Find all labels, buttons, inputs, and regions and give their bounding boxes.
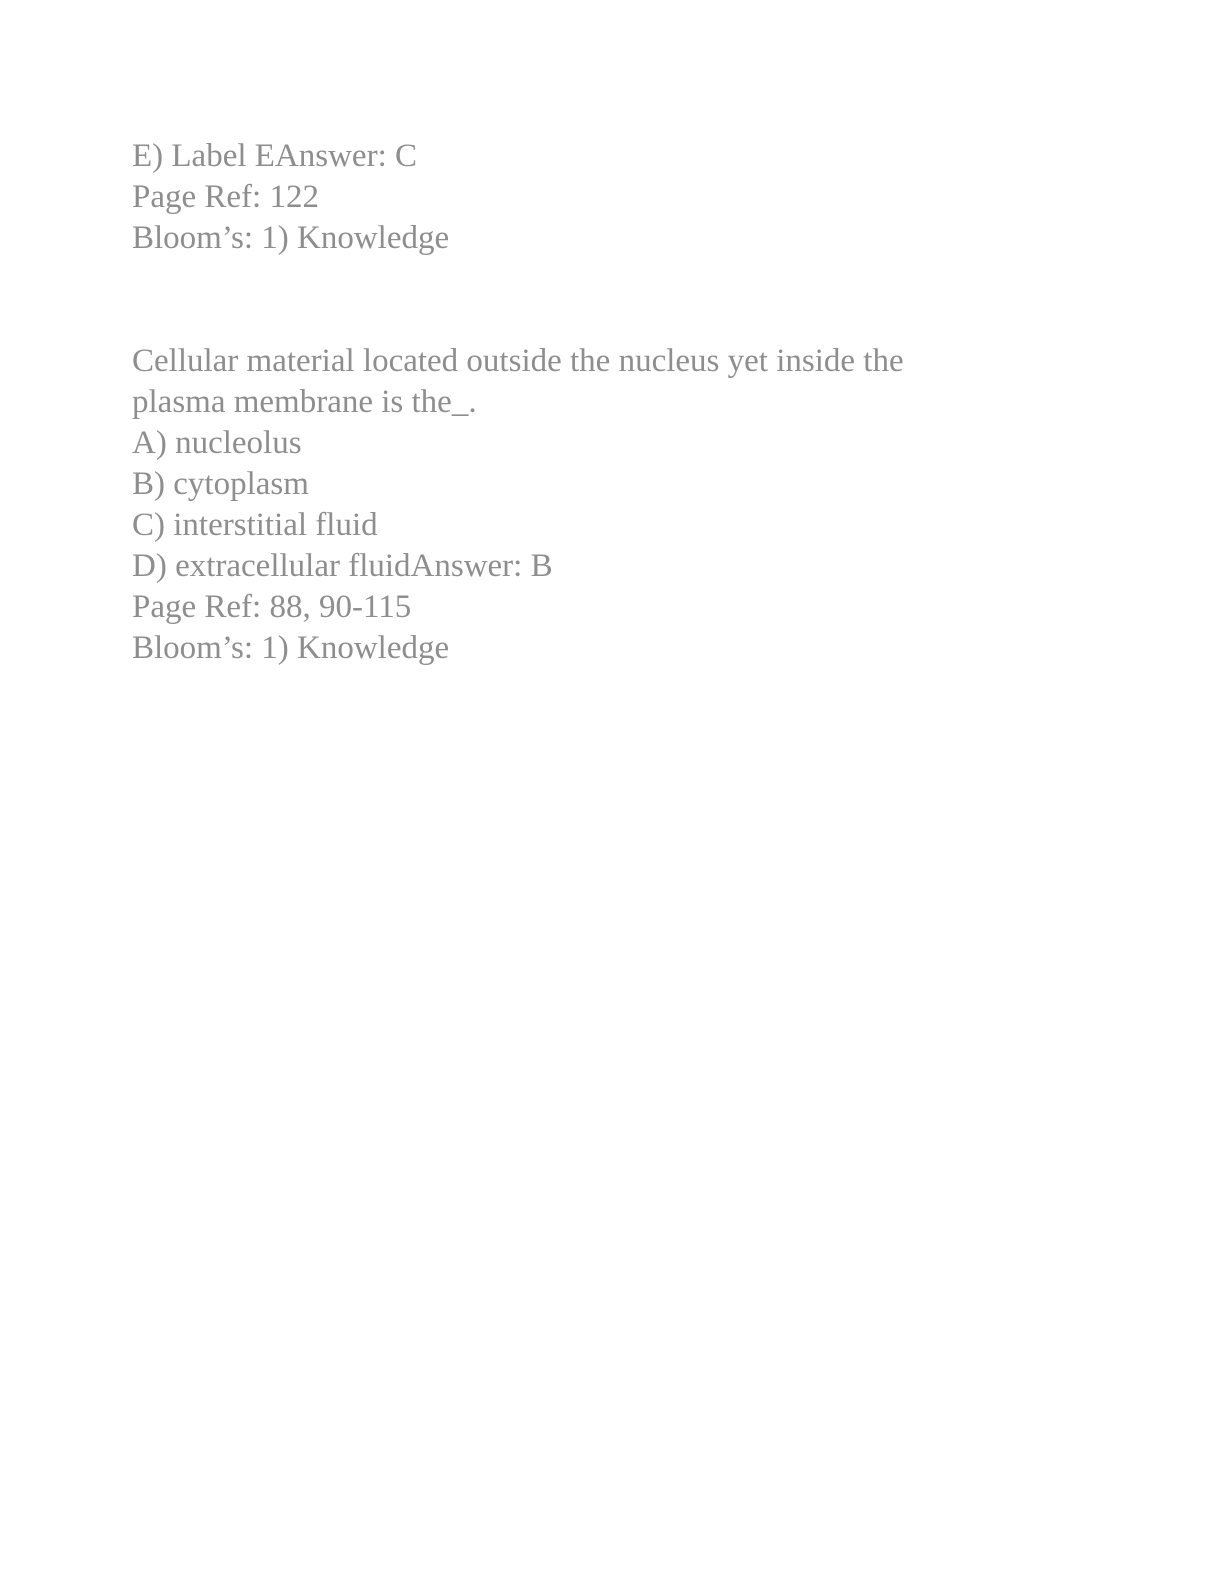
blooms-line: Bloom’s: 1) Knowledge [132, 630, 450, 666]
page-ref-line: Page Ref: 88, 90-115 [132, 589, 412, 625]
option-b: B) cytoplasm [132, 466, 309, 502]
question-text-line-1: Cellular material located outside the nucleus yet inside the [132, 343, 904, 379]
previous-question-answer-block [132, 136, 1032, 259]
option-c: C) interstitial fluid [132, 507, 378, 543]
option-a: A) nucleolus [132, 425, 302, 461]
question-block [132, 341, 1032, 669]
blooms-line: Bloom’s: 1) Knowledge [132, 220, 450, 256]
page-ref-line: Page Ref: 122 [132, 179, 319, 215]
question-text-line-2: plasma membrane is the_. [132, 384, 477, 420]
option-e-answer-line: E) Label EAnswer: C [132, 138, 417, 174]
option-d-answer-line: D) extracellular fluidAnswer: B [132, 548, 553, 584]
